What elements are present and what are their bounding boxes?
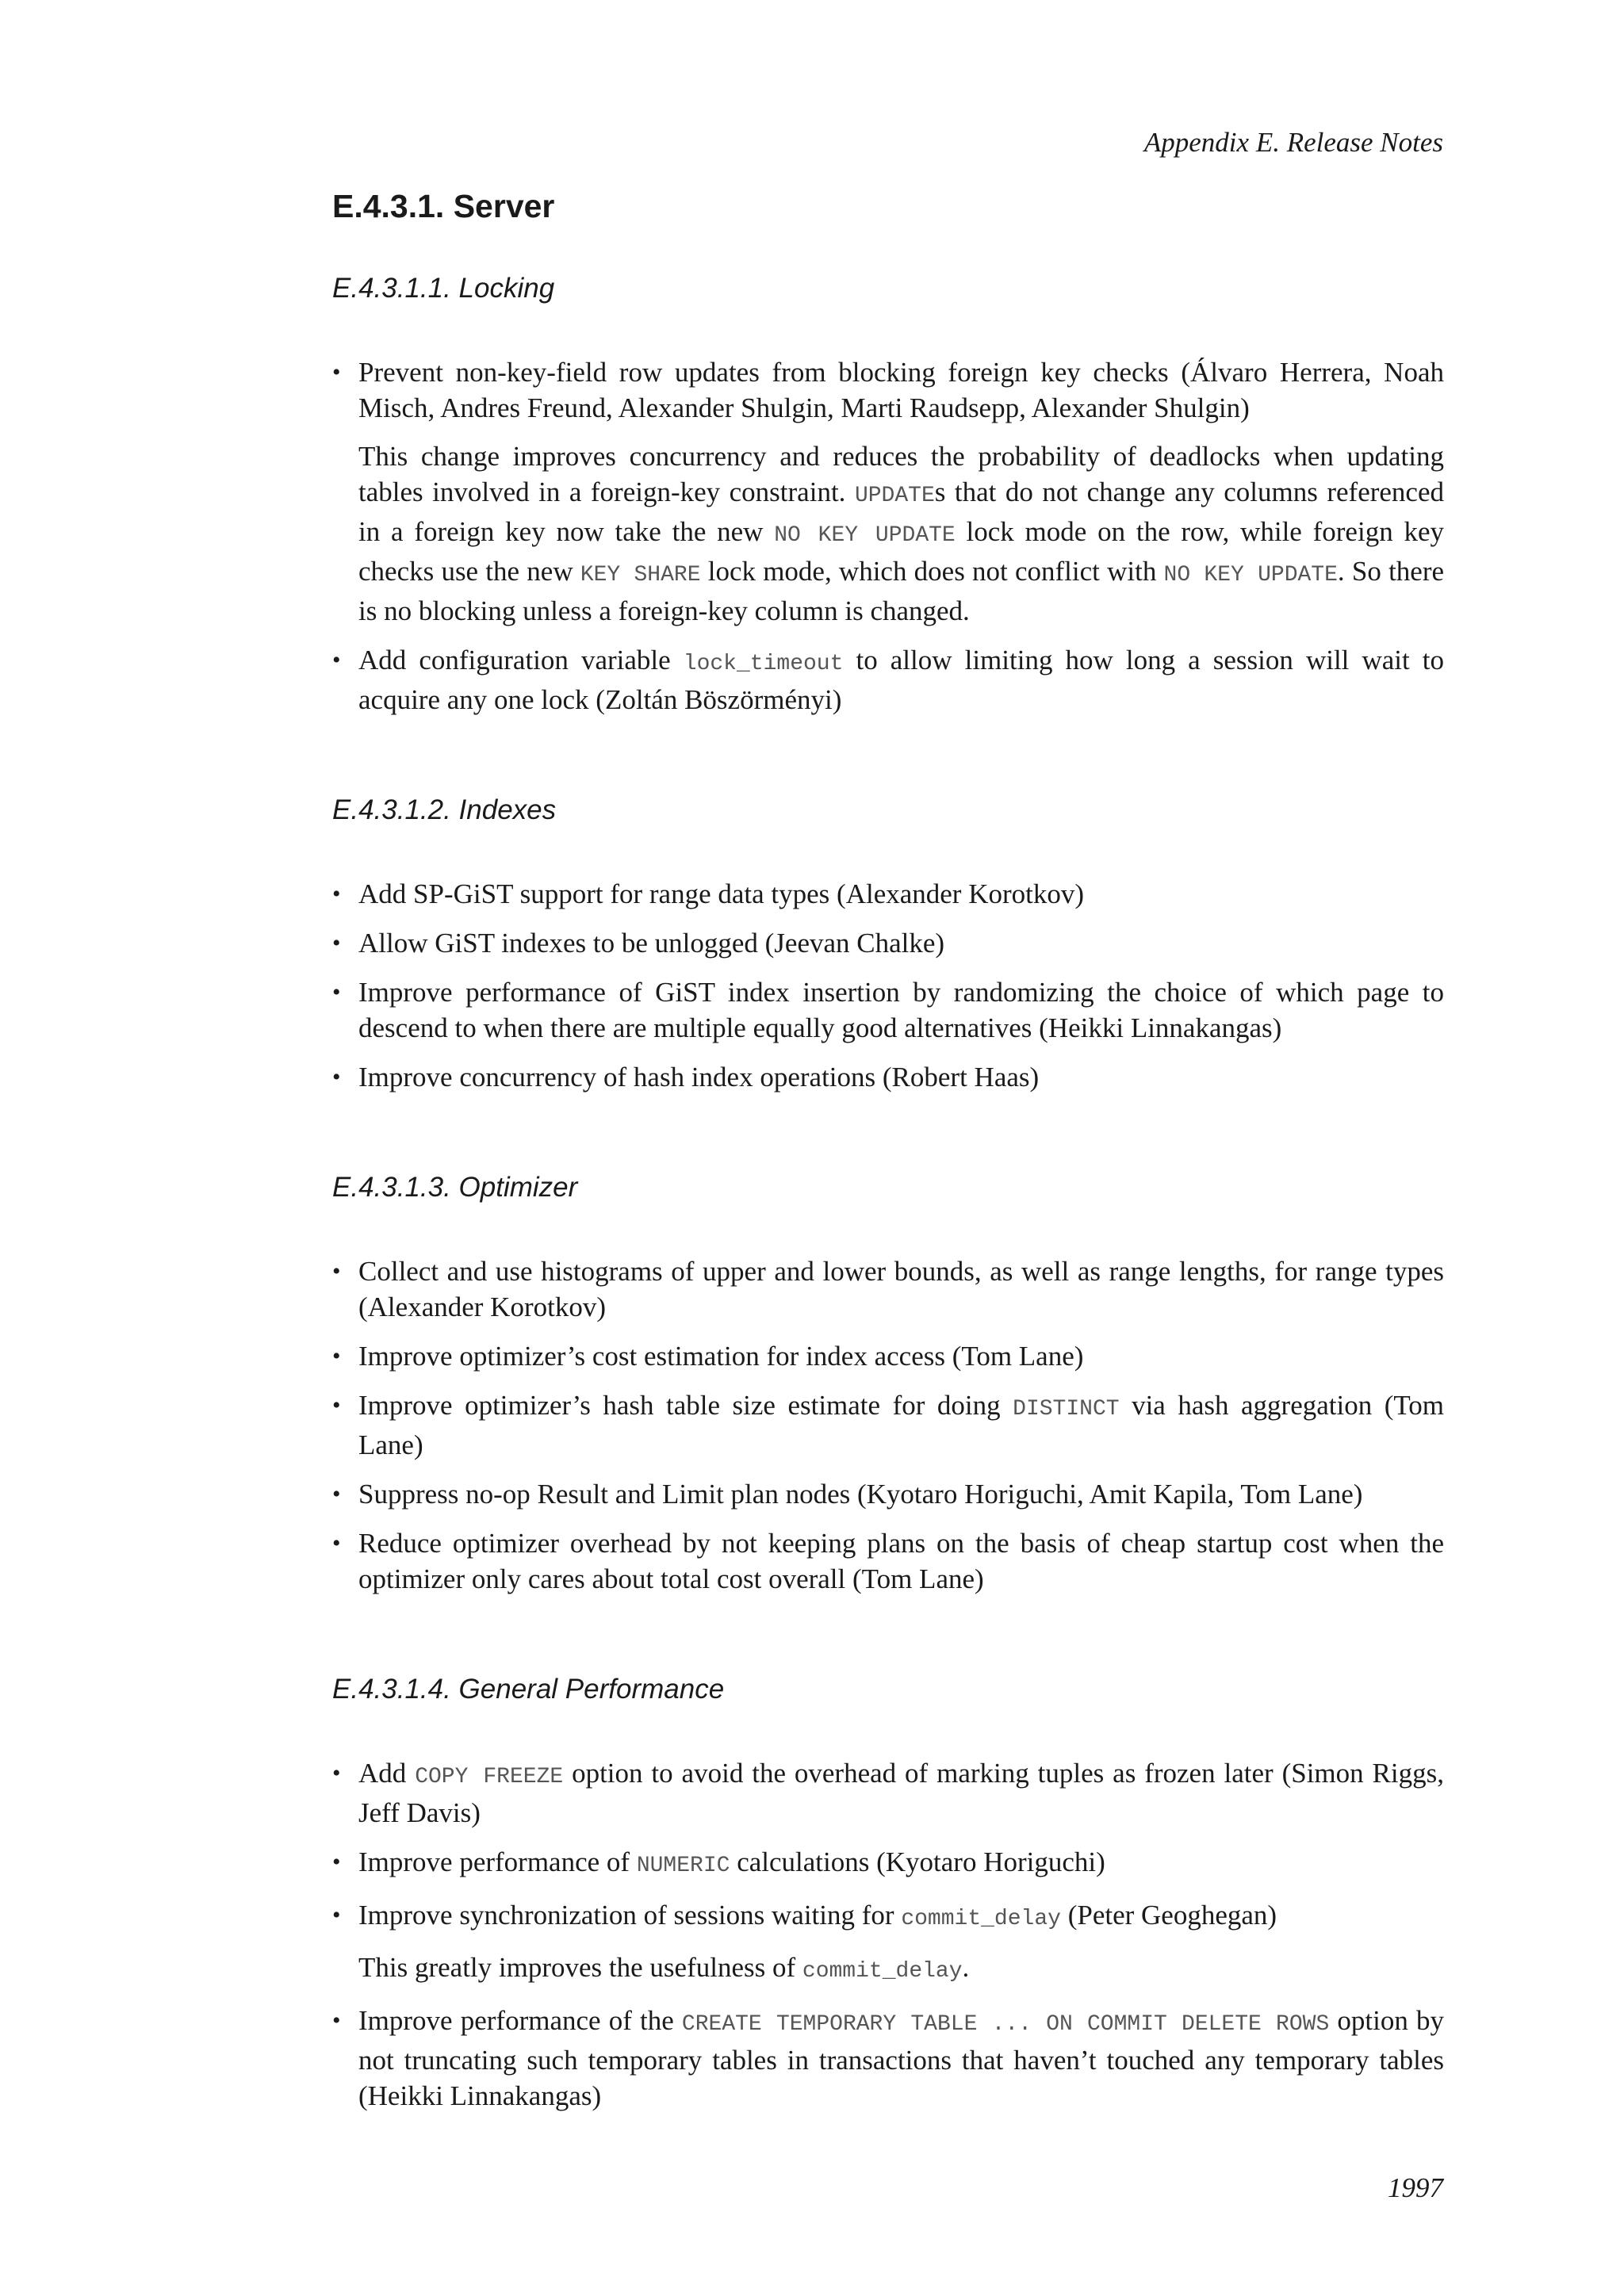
running-header: Appendix E. Release Notes: [1143, 127, 1443, 158]
text-span: .: [962, 1952, 970, 1984]
list-item: [332, 876, 1444, 912]
code-literal: CREATE TEMPORARY TABLE ... ON COMMIT DELETE ROWS: [681, 2012, 1330, 2038]
bullet-glyph: •: [332, 930, 341, 957]
item-text: Improve optimizer’s cost estimation for index access (Tom Lane): [358, 1341, 1084, 1372]
text-span: Improve synchronization of sessions waiting for: [358, 1900, 894, 1931]
item-text: [358, 1387, 1444, 1463]
section-title: E.4.3.1. Server: [332, 188, 555, 224]
list-item: [332, 1844, 1444, 1884]
list-item: [332, 1387, 1444, 1463]
detail-text: lock mode on the row, while foreign key checks use the new: [358, 516, 1445, 587]
item-text: Suppress no-op Result and Limit plan nodes (Kyotaro Horiguchi, Amit Kapila, Tom Lane): [358, 1479, 1363, 1510]
code-literal: COPY FREEZE: [415, 1765, 564, 1790]
bullet-glyph: •: [332, 1064, 341, 1091]
subsection-locking: [332, 272, 1444, 718]
list-item: [332, 925, 1444, 961]
list-item: [332, 1897, 1444, 1989]
list-item: [332, 354, 1444, 629]
list-item: [332, 1338, 1444, 1374]
subsection-general-performance: [332, 1673, 1444, 2114]
bullet-glyph: •: [332, 1849, 341, 1876]
code-literal: commit_delay: [901, 1907, 1061, 1932]
detail-text: lock mode, which does not conflict with: [707, 556, 1157, 587]
text-span: to allow limiting how long a session will wait to acquire any one lock (Zoltán Böszörményi): [358, 645, 1445, 716]
locking-list: [332, 354, 1444, 718]
bullet-glyph: •: [332, 1902, 341, 1929]
item-text: Allow GiST indexes to be unlogged (Jeevan Chalke): [358, 928, 945, 959]
code-literal: commit_delay: [802, 1959, 963, 1984]
bullet-glyph: •: [332, 979, 341, 1006]
item-text: [358, 642, 1444, 718]
bullet-glyph: •: [332, 647, 341, 674]
item-text: Collect and use histograms of upper and lower bounds, as well as range lengths, for range types (Alexander Korotkov): [358, 1256, 1444, 1323]
bullet-glyph: •: [332, 2007, 341, 2034]
text-span: calculations (Kyotaro Horiguchi): [737, 1846, 1105, 1878]
text-span: Add: [358, 1758, 407, 1789]
text-span: Improve optimizer’s hash table size estimate for doing: [358, 1390, 1001, 1422]
item-text: [358, 1897, 1444, 1937]
text-span: Add configuration variable: [358, 645, 671, 676]
subsection-indexes: [332, 794, 1444, 1095]
code-literal: NUMERIC: [636, 1854, 730, 1879]
page-content: [332, 187, 1444, 2190]
subsection-optimizer: [332, 1171, 1444, 1597]
indexes-list: [332, 876, 1444, 1095]
code-literal: NO KEY UPDATE: [1163, 563, 1338, 588]
performance-list: [332, 1755, 1444, 2114]
bullet-glyph: •: [332, 1392, 341, 1419]
bullet-glyph: •: [332, 1481, 341, 1508]
code-literal: UPDATE: [854, 484, 935, 509]
list-item: [332, 1253, 1444, 1325]
list-item: [332, 974, 1444, 1046]
item-detail: [358, 438, 1444, 629]
item-text: [358, 1755, 1444, 1831]
subsection-title-indexes: E.4.3.1.2. Indexes: [332, 794, 557, 826]
item-text: Add SP-GiST support for range data types (Alexander Korotkov): [358, 878, 1085, 910]
bullet-glyph: •: [332, 1530, 341, 1557]
item-text: Improve concurrency of hash index operations (Robert Haas): [358, 1062, 1040, 1093]
detail-text: This change improves concurrency and reduces the probability of deadlocks when updating tables involved in a foreign-key constraint.: [358, 441, 1444, 508]
item-text: Reduce optimizer overhead by not keeping plans on the basis of cheap startup cost when the optimizer only cares about total cost overall (Tom Lane): [358, 1528, 1444, 1595]
code-literal: NO KEY UPDATE: [774, 523, 956, 549]
detail-text: s that do not change any columns referenced in a foreign key now take the new: [358, 476, 1444, 548]
item-text: [358, 1844, 1444, 1884]
item-text: Prevent non-key-field row updates from blocking foreign key checks (Álvaro Herrera, Noah Misch, Andres Freund, Alexander Shulgin, Marti Raudsepp, Alexander Shulgin): [358, 357, 1444, 424]
text-span: Improve performance of the: [358, 2005, 674, 2037]
item-detail: [358, 1950, 1444, 1989]
item-text: Improve performance of GiST index insertion by randomizing the choice of which page to descend to when there are multiple equally good alternatives (Heikki Linnakangas): [358, 977, 1444, 1044]
list-item: [332, 2003, 1444, 2114]
bullet-glyph: •: [332, 1343, 341, 1370]
list-item: [332, 642, 1444, 718]
bullet-glyph: •: [332, 881, 341, 908]
text-span: option by not truncating such temporary tables in transactions that haven’t touched any temporary tables (Heikki Linnakangas): [358, 2005, 1445, 2112]
subsection-title-performance: E.4.3.1.4. General Performance: [332, 1674, 725, 1705]
subsection-title-locking: E.4.3.1.1. Locking: [332, 273, 555, 304]
code-literal: DISTINCT: [1013, 1397, 1120, 1422]
list-item: [332, 1755, 1444, 1831]
item-text: [358, 2003, 1444, 2114]
list-item: [332, 1476, 1444, 1512]
code-literal: lock_timeout: [683, 652, 844, 677]
bullet-glyph: •: [332, 1760, 341, 1787]
list-item: [332, 1059, 1444, 1095]
text-span: Improve performance of: [358, 1846, 630, 1878]
page-number: 1997: [1388, 2172, 1443, 2203]
text-span: option to avoid the overhead of marking tuples as frozen later (Simon Riggs, Jeff Davis): [358, 1758, 1444, 1829]
optimizer-list: [332, 1253, 1444, 1597]
bullet-glyph: •: [332, 1258, 341, 1285]
detail-text: . So there is no blocking unless a foreign-key column is changed.: [358, 556, 1445, 627]
text-span: This greatly improves the usefulness of: [358, 1952, 796, 1984]
text-span: (Peter Geoghegan): [1067, 1900, 1277, 1931]
text-span: via hash aggregation (Tom Lane): [358, 1390, 1445, 1461]
subsection-title-optimizer: E.4.3.1.3. Optimizer: [332, 1172, 578, 1203]
list-item: [332, 1525, 1444, 1597]
bullet-glyph: •: [332, 359, 341, 386]
code-literal: KEY SHARE: [580, 563, 701, 588]
